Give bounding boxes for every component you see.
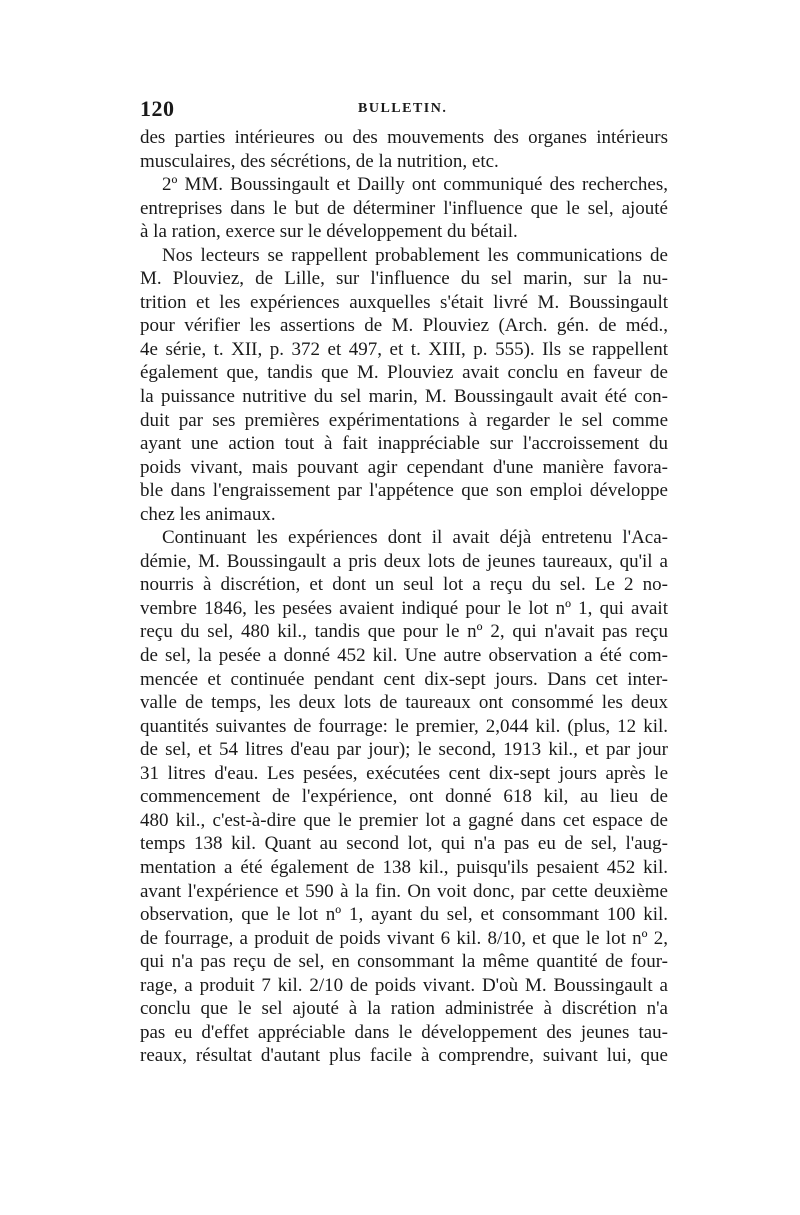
text-line: M. Plouviez, de Lille, sur l'influence du sel marin, sur la nu- xyxy=(140,268,668,290)
text-line: ayant une action tout à fait inappréciable sur l'accroissement du xyxy=(140,433,668,455)
text-line: quantités suivantes de fourrage: le premier, 2,044 kil. (plus, 12 kil. xyxy=(140,715,668,737)
text-line: nourris à discrétion, et dont un seul lot a reçu du sel. Le 2 no- xyxy=(140,574,668,596)
text-line: chez les animaux. xyxy=(140,503,276,525)
text-line: valle de temps, les deux lots de taureaux ont consommé les deux xyxy=(140,692,668,714)
text-line: Nos lecteurs se rappellent probablement les communications de xyxy=(162,244,668,266)
text-line: mencée et continuée pendant cent dix-sept jours. Dans cet inter- xyxy=(140,668,668,690)
running-head: BULLETIN. xyxy=(358,101,448,116)
page-number: 120 xyxy=(140,96,175,121)
text-line: 2º MM. Boussingault et Dailly ont communiqué des recherches, xyxy=(162,174,668,196)
page-header xyxy=(140,96,670,122)
text-line: rage, a produit 7 kil. 2/10 de poids vivant. D'où M. Boussingault a xyxy=(140,974,668,996)
text-line: 480 kil., c'est-à-dire que le premier lot a gagné dans cet espace de xyxy=(140,809,668,831)
text-line: de sel, la pesée a donné 452 kil. Une autre observation a été com- xyxy=(140,645,668,667)
text-line: reçu du sel, 480 kil., tandis que pour le nº 2, qui n'avait pas reçu xyxy=(140,621,668,643)
text-line: démie, M. Boussingault a pris deux lots de jeunes taureaux, qu'il a xyxy=(140,550,668,572)
text-line: reaux, résultat d'autant plus facile à comprendre, suivant lui, que xyxy=(140,1045,668,1067)
text-line: commencement de l'expérience, ont donné 618 kil, au lieu de xyxy=(140,786,668,808)
text-line: 31 litres d'eau. Les pesées, exécutées cent dix-sept jours après le xyxy=(140,762,668,784)
text-line: trition et les expériences auxquelles s'était livré M. Boussingault xyxy=(140,291,668,313)
text-line: la puissance nutritive du sel marin, M. Boussingault avait été con- xyxy=(140,386,668,408)
text-line: observation, que le lot nº 1, ayant du sel, et consommant 100 kil. xyxy=(140,904,668,926)
text-line: pour vérifier les assertions de M. Plouviez (Arch. gén. de méd., xyxy=(140,315,668,337)
text-line: mentation a été également de 138 kil., puisqu'ils pesaient 452 kil. xyxy=(140,856,668,878)
text-line: entreprises dans le but de déterminer l'influence que le sel, ajouté xyxy=(140,197,668,219)
text-line: des parties intérieures ou des mouvements des organes intérieurs xyxy=(140,127,668,148)
text-line: vembre 1846, les pesées avaient indiqué pour le lot nº 1, qui avait xyxy=(140,597,668,619)
text-line: temps 138 kil. Quant au second lot, qui n'a pas eu de sel, l'aug- xyxy=(140,833,668,855)
text-line: pas eu d'effet appréciable dans le développement des jeunes tau- xyxy=(140,1021,668,1043)
text-line: conclu que le sel ajouté à la ration administrée à discrétion n'a xyxy=(140,998,668,1020)
text-line: à la ration, exerce sur le développement du bétail. xyxy=(140,221,518,243)
text-line: duit par ses premières expérimentations à regarder le sel comme xyxy=(140,409,668,431)
text-line: de sel, et 54 litres d'eau par jour); le second, 1913 kil., et par jour xyxy=(140,739,668,761)
text-line: avant l'expérience et 590 à la fin. On voit donc, par cette deuxième xyxy=(140,880,668,902)
text-line: également que, tandis que M. Plouviez avait conclu en faveur de xyxy=(140,362,668,384)
text-line: musculaires, des sécrétions, de la nutrition, etc. xyxy=(140,150,499,172)
text-line: 4e série, t. XII, p. 372 et 497, et t. XIII, p. 555). Ils se rappellent xyxy=(140,338,668,360)
text-line: Continuant les expériences dont il avait déjà entretenu l'Aca- xyxy=(162,527,668,549)
text-line: de fourrage, a produit de poids vivant 6 kil. 8/10, et que le lot nº 2, xyxy=(140,927,668,949)
text-line: ble dans l'engraissement par l'appétence que son emploi développe xyxy=(140,480,668,502)
text-line: qui n'a pas reçu de sel, en consommant la même quantité de four- xyxy=(140,951,668,973)
body-text xyxy=(140,126,668,1068)
text-line: poids vivant, mais pouvant agir cependant d'une manière favora- xyxy=(140,456,668,478)
